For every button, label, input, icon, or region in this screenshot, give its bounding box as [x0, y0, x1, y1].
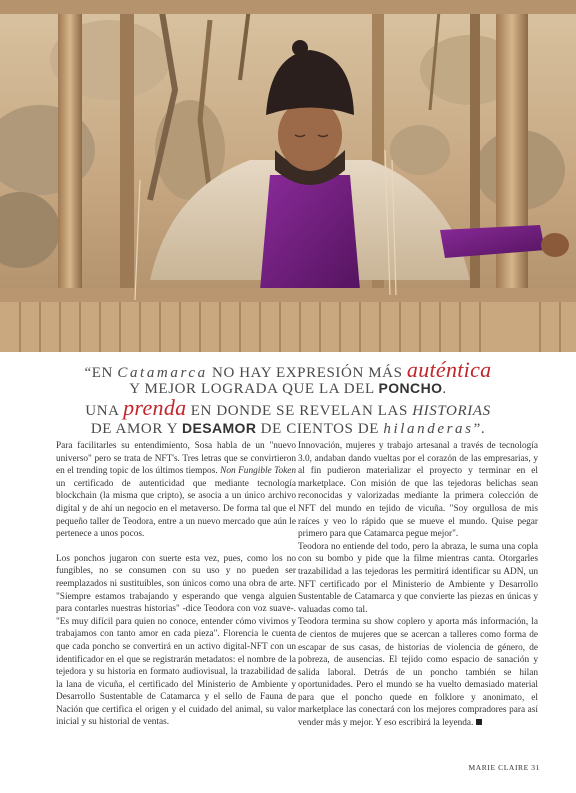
- hero-photo: [0, 0, 576, 352]
- page-folio: MARIE CLAIRE 31: [468, 763, 540, 772]
- highlight-desamor: DESAMOR: [181, 420, 257, 436]
- pull-quote-line-1: “EN Catamarca NO HAY EXPRESIÓN MÁS auténtica: [84, 357, 492, 382]
- body-column-left: [56, 440, 296, 729]
- paragraph: Los ponchos jugaron con suerte esta vez, pues, como los no fungibles, no se consumen con su uso y no pueden ser reemplazados ni sustituibles, son únicos como una obra de arte. "Siempre estamos trabajando y esperando que venga alguien para contarles nuestras historias" -dice Teodora con voz suave-. "Es muy difícil para quien no conoce, entender cómo vivimos y trabajamos con tanto amor en cada pieza". Florencia le cuenta que cada poncho se convertirá en un activo digital-NFT con un identificador en el que se registrarán metadatos: el nombre de la tejedora y su historia en formato audiovisual, la trazabilidad de la lana de vicuña, el certificado del Ministerio de Ambiente y Desarrollo Sustentable de Catamarca y el sello de Fauna de Nación que certifica el origen y el cuidado del animal, su valor inicial y su historial de ventas.: [56, 553, 296, 728]
- pull-quote-line-4: DE AMOR Y DESAMOR DE CIENTOS DE hilanderas”.: [90, 420, 486, 437]
- body-column-right: [298, 440, 538, 730]
- highlight-poncho: PONCHO: [378, 380, 443, 396]
- pull-quote-line-2: Y MEJOR LOGRADA QUE LA DEL PONCHO.: [129, 380, 447, 397]
- end-mark-icon: [476, 719, 482, 725]
- paragraph: Para facilitarles su entendimiento, Sosa habla de un "nuevo universo" pero se trata de NFT's. Tres letras que se convirtieron en el trending topic de los últimos tiempos. Non Fungible Token un certificado de autenticidad que mediante tecnología blockchain (la misma que cripto), se asocia a un único archivo digital y de ahí un negocio en el metaverso. De forma tal que el pequeño taller de Teodora, entre a un nuevo mercado que aún le pertenece a unos pocos.: [56, 441, 297, 540]
- paragraph: Teodora no entiende del todo, pero la abraza, le suma una copla con su bombo y pide que la filme mientras canta. Otorgarles trazabilidad a las tejedoras les permitirá identificar su ADN, un NFT certificado por el Ministerio de Ambiente y Desarrollo Sustentable de Catamarca y que convierte las piezas en únicas y valuadas como tal.: [298, 541, 538, 615]
- highlight-autentica: auténtica: [406, 357, 492, 382]
- paragraph: Innovación, mujeres y trabajo artesanal a través de tecnología 3.0, andaban dando vueltas por el corazón de las empresarias, y al fin pudieron materializar el proyecto y terminar en el marketplace. Con misión de que las tejedoras belichas sean reconocidas y valorizadas mediante la primera colección de NFT del mundo en tejido de vicuña. "Soy orgullosa de mis raíces y veo lo rápido que se mueve el mundo. Quise pegar primero para que Catamarca pegue mejor".: [298, 441, 538, 540]
- pull-quote: [30, 356, 546, 437]
- highlight-prenda: prenda: [123, 395, 187, 420]
- paragraph: Teodora termina su show coplero y aporta más información, la de cientos de mujeres que se acercan a talleres como forma de escapar de sus casas, de historias de violencia de género, de pobreza, de ausencias. El tejido como espacio de sanación y salida laboral. Detrás de un poncho también se hilan oportunidades. Pero el mundo se ha vuelto demasiado material para que el poncho quede en folklore y anonimato, el marketplace las conectará con los mejores compradores para así vender más y mejor. Y eso escribirá la leyenda.: [298, 617, 538, 729]
- pull-quote-line-3: UNA prenda EN DONDE SE REVELAN LAS HISTORIAS: [85, 395, 491, 420]
